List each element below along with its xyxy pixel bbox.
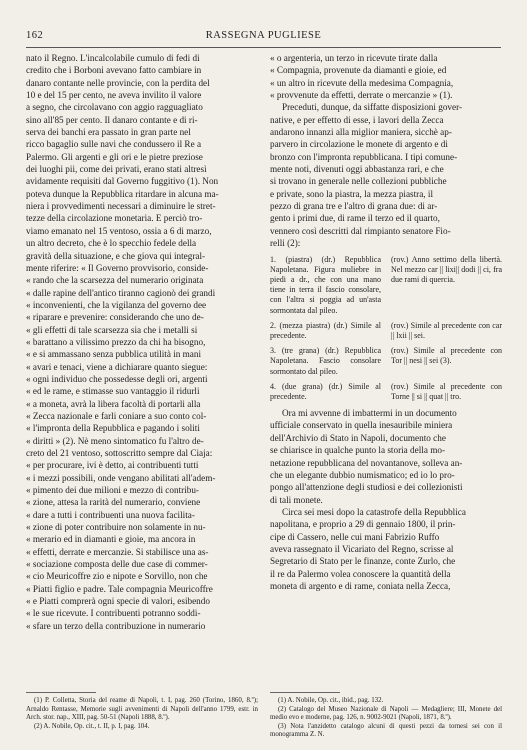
footnote-rule-left: [26, 692, 96, 693]
coin-reverse: (rov.) Simile al precedente con Tor || nesi || sei (3).: [391, 346, 502, 366]
text-line: gento i primi due, di rame il terzo ed il quarto,: [270, 213, 440, 224]
text-line: bronzo con l'impronta repubblicana. I tipi comune-: [270, 151, 458, 162]
text-line: parvero in circolazione le monete di argento e di: [270, 139, 448, 150]
text-line: un altro decreto, che è lo specchio fedele della: [26, 238, 197, 249]
text-line: « merario ed in diamanti e gioie, ma ancora in: [26, 534, 196, 545]
text-line: Preceduti, dunque, da siffatte disposizioni gover-: [282, 102, 463, 113]
coin-entry: [270, 382, 502, 402]
text-line: « a moneta, avrà la libera facoltà di portarli alla: [26, 398, 201, 409]
footnote-rule-right: [270, 692, 340, 693]
text-line: « dare a tutti i contribuenti una nuova facilita-: [26, 509, 195, 520]
text-line: dell'Archivio di Stato in Napoli, documento che: [270, 432, 446, 443]
text-line: « zione di poter contribuire non solamente in nu-: [26, 522, 206, 533]
text-line: « i mezzi possibili, onde vengano abilitati all'adem-: [26, 472, 216, 483]
footnote: (3) Nota l'anzidetto catalogo alcuni di questi pezzi da tornesi sei con il monogramma Z. N.: [270, 722, 502, 739]
text-line: 10 e del 15 per cento, ne aveva invilito il valore: [26, 90, 202, 101]
text-line: « Zecca nazionale e farli coniare a suo conto col-: [26, 410, 207, 421]
text-line: « cio Meuricoffre zio e nipote e Sorvillo, non che: [26, 571, 208, 582]
text-line: « gli effetti di tale scarsezza sia che i metalli si: [26, 324, 198, 335]
text-line: viamo emanato nel 15 ventoso, ossia a 6 di marzo,: [26, 225, 212, 236]
text-line: a segno, che circolavano con aggio ragguagliato: [26, 102, 203, 113]
footnote: (1) A. Nobile, Op. cit., ibid., pag. 132.: [278, 697, 384, 704]
text-line: « sociazione composta delle due case di commer-: [26, 559, 208, 570]
text-line: « Compagnia, provenute da diamanti e gioie, ed: [270, 65, 447, 76]
text-line: il re da Palermo volea conoscere la quantità della: [270, 568, 451, 579]
text-line: « ed le rame, e stimasse suo vantaggio il ridurli: [26, 386, 200, 397]
text-line: « zione, attesa la rarità del numerario, conviene: [26, 497, 201, 508]
text-line: danaro contante nelle provincie, con la perdita del: [26, 77, 210, 88]
text-line: ufficiale conservato in quella inesauribile miniera: [270, 420, 453, 431]
text-line: e private, sono la piastra, la mezza piastra, il: [270, 188, 434, 199]
text-line: « inconvenienti, che la vigilanza del governo dee: [26, 299, 207, 310]
page-number: 162: [26, 30, 44, 41]
footnote: (2) Catalogo del Museo Nazionale di Napoli — Medagliere; III, Monete del medio evo e moderne, pag. 126, n. 9002-9021 (Napoli, 1871, 8.º).: [270, 705, 502, 722]
text-line: avidamente requisiti dal Governo fuggitivo (1). Non: [26, 176, 219, 187]
text-line: dei luoghi pii, come dei privati, erano stati altresì: [26, 164, 207, 175]
text-line: di tali monete.: [270, 494, 323, 505]
coin-entry: [270, 346, 502, 377]
text-line: aveva rassegnato il Vicariato del Regno, scrisse al: [270, 543, 454, 554]
text-line: niera i provvedimenti necessari a diminuire le stret-: [26, 201, 216, 212]
page-header: [26, 30, 501, 44]
text-line: Palermo. Gli argenti e gli ori e le pietre preziose: [26, 151, 203, 162]
text-line: native, e per effetto di esse, i lavori della Zecca: [270, 114, 444, 125]
text-line: pezzo di grana tre e l'altro di grana due: di ar-: [270, 201, 438, 212]
text-line: tezze della circolazione monetaria. E perciò tro-: [26, 213, 203, 224]
text-line: « avari e tenaci, viene a dichiarare quanto siegue:: [26, 361, 208, 372]
text-line: netazione repubblicana del novantanove, solleva an-: [270, 457, 463, 468]
text-line: serva dei banchi era passato in gran parte nel: [26, 127, 191, 138]
text-line: sino all'85 per cento. Il danaro contante e di ri-: [26, 114, 198, 125]
text-line: « Piatti figlio e padre. Tale compagnia Meuricoffre: [26, 583, 213, 594]
text-line: « per procurare, ivi è detto, ai contribuenti tutti: [26, 460, 199, 471]
text-line: « l'impronta della Repubblica e pagando i soliti: [26, 423, 200, 434]
coin-obverse: 3. (tre grana) (dr.) Repubblica Napoletana. Fascio consolare sormontato dal pileo.: [270, 346, 381, 376]
text-line: « riparare e prevenire: considerando che uno de-: [26, 312, 204, 323]
coin-obverse: 4. (due grana) (dr.) Simile al precedente.: [270, 381, 381, 401]
text-line: se chiarisce in qualche punto la storia della mo-: [270, 445, 446, 456]
text-line: relli (2):: [270, 238, 301, 249]
text-line: « e Piatti comprerà ogni specie di valori, esibendo: [26, 596, 210, 607]
text-line: andarono innanzi alla miglior maniera, sicchè ap-: [270, 127, 452, 138]
text-line: credito che i Borboni avevano fatto cambiare in: [26, 65, 202, 76]
text-line: si trovano in generale nelle collezioni pubbliche: [270, 176, 447, 187]
footnotes-right: [270, 697, 502, 740]
right-column-top-text: [270, 52, 502, 250]
text-line: ricco bagaglio sulle navi che condussero il Re a: [26, 139, 202, 150]
text-line: « rando che la scarsezza del numerario originata: [26, 275, 204, 286]
footnote: (1) P. Colletta, Storia del reame di Napoli, t. I, pag. 260 (Torino, 1860, 8.º); Arnaldo Rentasse, Memorie sugli avvenimenti di Napoli dell'anno 1799, estr. in Arch. stor. nap., XIII, pag. 50-51 (Napoli 1888, 8.º).: [26, 697, 258, 722]
coin-descriptions: [270, 255, 502, 403]
text-line: « ogni individuo che possedesse degli ori, argenti: [26, 373, 208, 384]
footnotes-left: [26, 697, 258, 731]
coin-reverse: (rov.) Simile al precedente con Torne || si || quat || tro.: [391, 381, 502, 401]
running-title: RASSEGNA PUGLIESE: [205, 30, 322, 41]
text-line: « diritti » (2). Nè meno sintomatico fu l'altro de-: [26, 435, 204, 446]
text-line: mente noti, divenuti oggi abbastanza rari, e che: [270, 164, 444, 175]
text-line: « e si ammassano senza pubblica utilità in mani: [26, 349, 202, 360]
text-line: pongo all'attenzione degli studiosi e dei collezionisti: [270, 482, 463, 493]
text-line: « effetti, derrate e mercanzie. Si stabilisce una as-: [26, 546, 209, 557]
text-line: « sfare un terzo della contribuzione in numerario: [26, 620, 206, 631]
text-line: Circa sei mesi dopo la catastrofe della Repubblica: [282, 506, 466, 517]
text-line: mente riferire: « Il Governo provvisorio, conside-: [26, 262, 209, 273]
footnote: (2) A. Nobile, Op. cit., t. II, p. I, pag. 104.: [34, 722, 150, 730]
text-line: che un elegante dubbio numismatico; ed io lo pro-: [270, 469, 455, 480]
right-column-bottom-text: [270, 407, 502, 592]
text-line: creto del 21 ventoso, sottoscritto sempre dal Ciaja:: [26, 448, 213, 458]
text-line: « o argenteria, un terzo in ricevute tirate dalla: [270, 53, 438, 63]
left-column: [26, 52, 258, 632]
text-line: moneta di argento e di rame, coniata nella Zecca,: [270, 580, 451, 591]
header-rule: [26, 47, 501, 48]
coin-entry: [270, 255, 502, 316]
text-line: vennero così descritti dal rimpianto senatore Fio-: [270, 225, 451, 236]
text-line: nato il Regno. L'incalcolabile cumulo di fedi di: [26, 53, 200, 63]
right-column: [270, 52, 502, 592]
coin-reverse: (rov.) Anno settimo della libertà. Nel mezzo car || lixi|| dodi || ci, fra due rami di quercia.: [391, 254, 502, 284]
coin-reverse: (rov.) Simile al precedente con car || lxii || sei.: [391, 320, 502, 340]
text-line: napolitana, e proprio a 29 di gennaio 1800, il prin-: [270, 519, 456, 530]
coin-entry: [270, 321, 502, 341]
text-line: « un altro in ricevute della medesima Compagnia,: [270, 77, 454, 88]
coin-obverse: 1. (piastra) (dr.) Repubblica Napoletana. Figura muliebre in piedi a dr., che con una mano tiene in terra il fascio consolare, con l'altra si poggia ad un'asta sormontata dal pileo.: [270, 254, 381, 315]
text-line: « provvenute da effetti, derrate o mercanzie » (1).: [270, 90, 453, 101]
coin-obverse: 2. (mezza piastra) (dr.) Simile al precedente.: [270, 320, 381, 340]
text-line: gravità della situazione, e che giova qui integral-: [26, 250, 206, 261]
text-line: Ora mi avvenne di imbattermi in un documento: [282, 408, 457, 419]
text-line: « pimento dei due milioni e mezzo di contribu-: [26, 485, 199, 496]
text-line: « barattano a vilissimo prezzo da chi ha bisogno,: [26, 336, 206, 347]
text-line: « le sue ricevute. I contribuenti potranno soddi-: [26, 608, 201, 619]
text-line: poteva dunque la Repubblica ritardare in alcuna ma-: [26, 188, 219, 199]
text-line: « dalle rapine dell'antico tiranno cagionò dei grandi: [26, 287, 216, 298]
text-line: cipe di Cassero, nelle cui mani Fabrizio Ruffo: [270, 531, 440, 542]
text-line: Segretario di Stato per le finanze, conte Zurlo, che: [270, 556, 456, 567]
